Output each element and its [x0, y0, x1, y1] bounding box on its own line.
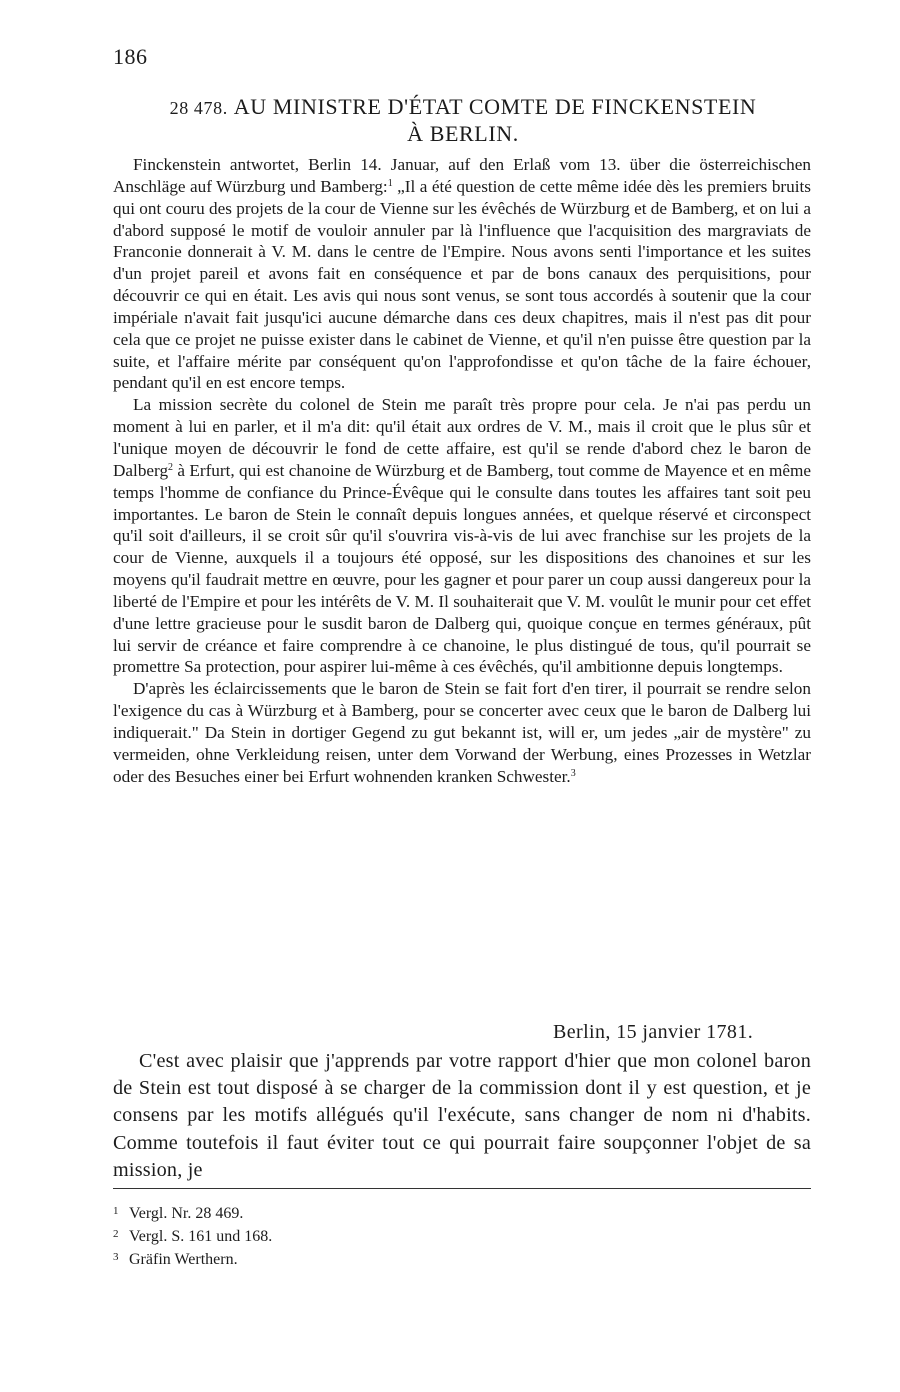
- summary-text: à Erfurt, qui est chanoine de Würzburg et de Bamberg, tout comme de Mayence et en même temps l'homme de confiance du Prince-Évêque qui le consulte dans toutes les affaires tant soit peu importantes. Le baron de Stein le connaît depuis longues années, et quelque réservé et circonspect qu'il soit d'ailleurs, il se croit sûr qu'il s'ouvrira vis-à-vis de lui avec franchise sur les projets de la cour de Vienne, auxquels il a toujours été opposé, sur les dispositions des chanoines et sur les moyens qu'il faudrait mettre en œuvre, pour les gagner et pour parer un coup aussi dangereux pour la liberté de l'Empire et pour les intérêts de V. M. Il souhaiterait que V. M. voulût le munir pour cet effet d'une lettre gracieuse pour le susdit baron de Dalberg qui, quoique conçue en termes généraux, pût lui servir de créance et faire comprendre à ce chanoine, le plus distingué de tous, qu'il pourrait se promettre Sa protection, pour aspirer lui-même à ces évêchés, qu'il ambitionne depuis longtemps.: [113, 460, 811, 677]
- footnotes: [113, 1201, 272, 1270]
- footnote-text: Vergl. Nr. 28 469.: [129, 1205, 244, 1222]
- summary-paragraph-1: [113, 154, 811, 394]
- footnote-mark: 2: [113, 1228, 119, 1240]
- summary-paragraph-3: [113, 678, 811, 787]
- footnote-text: Vergl. S. 161 und 168.: [129, 1228, 273, 1245]
- footnote-ref-1[interactable]: 1: [387, 177, 393, 189]
- summary-text: D'après les éclaircissements que le baron de Stein se fait fort d'en tirer, il pourrait se rendre selon l'exigence du cas à Würzburg et à Bamberg, pour se concerter avec ceux que le baron de Dalberg lui indiquerait." Da Stein in dortiger Gegend zu gut bekannt ist, will er, um jedes „air de mystère" zu vermeiden, ohne Verkleidung reisen, unter dem Vorwand der Werbung, eines Prozesses in Wetzlar oder des Besuches einer bei Erfurt wohnenden kranken Schwester.: [113, 679, 811, 786]
- summary-text: „Il a été question de cette même idée dès les premiers bruits qui ont couru des projets de la cour de Vienne sur les évêchés de Würzburg et de Bamberg, et on lui a d'abord supposé le motif de vouloir annuler par là l'influence que l'acquisition des margraviats de Franconie donnerait à V. M. dans le centre de l'Empire. Nous avons senti l'importance et les suites d'un projet pareil et avons fait en conséquence et par de bons canaux des perquisitions, pour découvrir ce qui en était. Les avis qui nous sont venus, se sont tous accordés à soutenir que la cour impériale n'avait fait jusqu'ici aucune démarche dans ces deux chapitres, mais il n'est pas dit pour cela que ce projet ne puisse exister dans le cabinet de Vienne, et qu'il n'en puisse être question par la suite, et l'affaire mérite par conséquent qu'on l'approfondisse et qu'on tâche de la faire échouer, pendant qu'il en est encore temps.: [113, 176, 811, 393]
- summary-text: La mission secrète du colonel de Stein me paraît très propre pour cela. Je n'ai pas perdu un moment à lui en parler, et il m'a dit: qu'il était aux ordres de V. M., mais il croit que le plus sûr et l'unique moyen de découvrir le fond de cette affaire, est qu'il se rende d'abord chez le baron de Dalberg: [113, 395, 811, 480]
- summary-paragraph-2: [113, 394, 811, 678]
- footnote-1: [113, 1201, 272, 1224]
- letter-body: [113, 1048, 811, 1184]
- footnote-mark: 1: [113, 1205, 119, 1217]
- footnote-text: Gräfin Werthern.: [129, 1251, 238, 1268]
- heading-line-2: À BERLIN.: [407, 121, 519, 146]
- footnote-ref-3[interactable]: 3: [570, 767, 576, 779]
- letter-heading: [113, 94, 813, 147]
- footnote-mark: 3: [113, 1251, 119, 1263]
- summary-text: Finckenstein antwortet, Berlin 14. Januar, auf den Erlaß vom 13. über die österreichischen Anschläge auf Würzburg und Bamberg:: [113, 155, 811, 196]
- heading-recipient: AU MINISTRE D'ÉTAT COMTE DE FINCKENSTEIN: [233, 94, 757, 119]
- footnote-3: [113, 1247, 272, 1270]
- footnote-divider: [113, 1188, 811, 1189]
- letter-number: 28 478.: [169, 98, 228, 118]
- letter-paragraph: C'est avec plaisir que j'apprends par votre rapport d'hier que mon colonel baron de Stein est tout disposé à se charger de la commission dont il y est question, et je consens par les motifs allégués qu'il l'exécute, sans changer de nom ni d'habits. Comme toutefois il faut éviter tout ce qui pourrait faire soupçonner l'objet de sa mission, je: [113, 1050, 811, 1181]
- footnote-ref-2[interactable]: 2: [168, 461, 174, 473]
- page-number: 186: [113, 44, 148, 69]
- summary-section: [113, 154, 811, 787]
- heading-line-1: [113, 94, 813, 121]
- letter-date: Berlin, 15 janvier 1781.: [553, 1021, 754, 1043]
- footnote-2: [113, 1224, 272, 1247]
